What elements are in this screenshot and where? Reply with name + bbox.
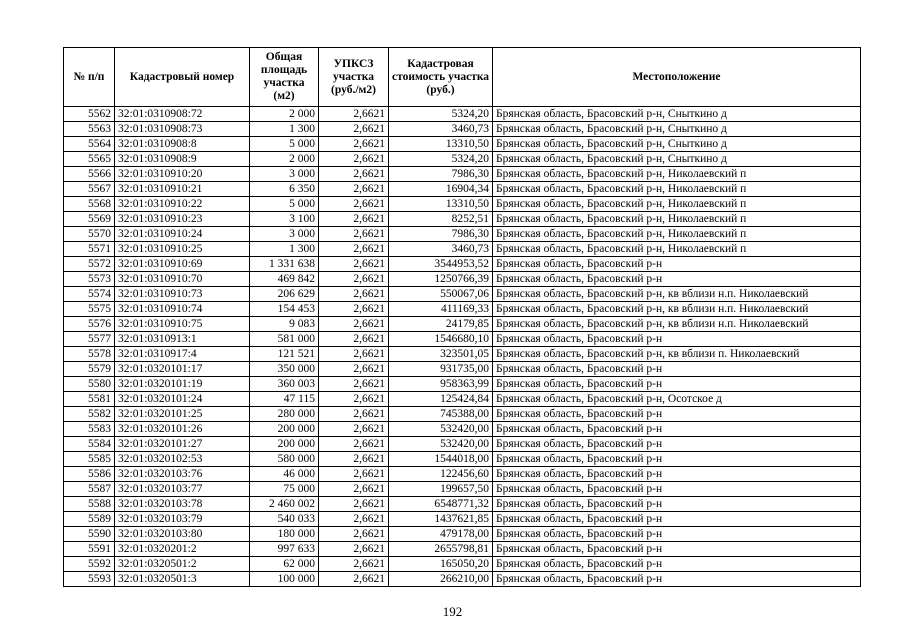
cell-num: 5571 (64, 242, 115, 257)
cell-cadastral-value: 2655798,81 (389, 542, 493, 557)
cell-area: 200 000 (250, 437, 319, 452)
cell-cadastral-number: 32:01:0310910:22 (115, 197, 250, 212)
cell-area: 121 521 (250, 347, 319, 362)
cell-cadastral-number: 32:01:0310910:69 (115, 257, 250, 272)
cell-cadastral-number: 32:01:0310910:73 (115, 287, 250, 302)
cell-num: 5581 (64, 392, 115, 407)
cell-cadastral-value: 532420,00 (389, 422, 493, 437)
cell-location: Брянская область, Брасовский р-н, Николаевский п (493, 242, 861, 257)
cell-location: Брянская область, Брасовский р-н, кв вблизи н.п. Николаевский (493, 302, 861, 317)
cell-cadastral-number: 32:01:0320101:25 (115, 407, 250, 422)
cell-location: Брянская область, Брасовский р-н, Николаевский п (493, 167, 861, 182)
cell-location: Брянская область, Брасовский р-н (493, 482, 861, 497)
cell-num: 5562 (64, 107, 115, 122)
cell-cadastral-value: 1250766,39 (389, 272, 493, 287)
table-row (64, 557, 861, 572)
header-upksz: УПКСЗ участка (руб./м2) (319, 48, 389, 107)
table-row (64, 497, 861, 512)
table-row (64, 212, 861, 227)
cell-upksz: 2,6621 (319, 272, 389, 287)
cell-num: 5593 (64, 572, 115, 587)
cell-cadastral-value: 122456,60 (389, 467, 493, 482)
cell-cadastral-value: 8252,51 (389, 212, 493, 227)
cell-cadastral-value: 7986,30 (389, 167, 493, 182)
cell-upksz: 2,6621 (319, 182, 389, 197)
cell-num: 5570 (64, 227, 115, 242)
table-row (64, 467, 861, 482)
cell-cadastral-number: 32:01:0310910:21 (115, 182, 250, 197)
cell-area: 46 000 (250, 467, 319, 482)
cell-area: 1 300 (250, 122, 319, 137)
cell-location: Брянская область, Брасовский р-н (493, 557, 861, 572)
cell-num: 5575 (64, 302, 115, 317)
table-row (64, 137, 861, 152)
cell-location: Брянская область, Брасовский р-н (493, 377, 861, 392)
cell-cadastral-value: 1546680,10 (389, 332, 493, 347)
cell-upksz: 2,6621 (319, 467, 389, 482)
cell-num: 5568 (64, 197, 115, 212)
table-row (64, 152, 861, 167)
cell-upksz: 2,6621 (319, 257, 389, 272)
cell-upksz: 2,6621 (319, 107, 389, 122)
table-row (64, 392, 861, 407)
cell-cadastral-value: 13310,50 (389, 137, 493, 152)
cell-cadastral-value: 1437621,85 (389, 512, 493, 527)
cell-upksz: 2,6621 (319, 557, 389, 572)
cell-location: Брянская область, Брасовский р-н (493, 332, 861, 347)
table-row (64, 482, 861, 497)
cell-num: 5582 (64, 407, 115, 422)
header-location: Местоположение (493, 48, 861, 107)
cell-cadastral-value: 266210,00 (389, 572, 493, 587)
cell-area: 2 460 002 (250, 497, 319, 512)
cell-cadastral-number: 32:01:0310913:1 (115, 332, 250, 347)
cell-upksz: 2,6621 (319, 452, 389, 467)
cell-num: 5586 (64, 467, 115, 482)
header-cadastral-number: Кадастровый номер (115, 48, 250, 107)
cell-location: Брянская область, Брасовский р-н (493, 257, 861, 272)
cell-upksz: 2,6621 (319, 212, 389, 227)
table-row (64, 407, 861, 422)
cell-cadastral-value: 16904,34 (389, 182, 493, 197)
cell-location: Брянская область, Брасовский р-н, кв вблизи н.п. Николаевский (493, 287, 861, 302)
table-row (64, 242, 861, 257)
cell-cadastral-number: 32:01:0310908:8 (115, 137, 250, 152)
cell-area: 997 633 (250, 542, 319, 557)
cell-upksz: 2,6621 (319, 197, 389, 212)
cell-area: 1 331 638 (250, 257, 319, 272)
table-row (64, 527, 861, 542)
cell-location: Брянская область, Брасовский р-н (493, 512, 861, 527)
cell-area: 6 350 (250, 182, 319, 197)
cell-area: 3 000 (250, 227, 319, 242)
cell-cadastral-value: 532420,00 (389, 437, 493, 452)
cell-cadastral-value: 3544953,52 (389, 257, 493, 272)
cell-cadastral-number: 32:01:0320501:3 (115, 572, 250, 587)
cell-area: 1 300 (250, 242, 319, 257)
cell-num: 5584 (64, 437, 115, 452)
cell-upksz: 2,6621 (319, 317, 389, 332)
cell-location: Брянская область, Брасовский р-н, Николаевский п (493, 212, 861, 227)
cell-cadastral-value: 6548771,32 (389, 497, 493, 512)
cell-upksz: 2,6621 (319, 152, 389, 167)
cell-cadastral-number: 32:01:0320101:19 (115, 377, 250, 392)
table-row (64, 317, 861, 332)
cell-cadastral-number: 32:01:0320103:80 (115, 527, 250, 542)
table-row (64, 182, 861, 197)
cell-area: 540 033 (250, 512, 319, 527)
cell-location: Брянская область, Брасовский р-н (493, 572, 861, 587)
cell-cadastral-number: 32:01:0310910:75 (115, 317, 250, 332)
cell-cadastral-number: 32:01:0310910:70 (115, 272, 250, 287)
cell-location: Брянская область, Брасовский р-н (493, 542, 861, 557)
cell-num: 5589 (64, 512, 115, 527)
cell-cadastral-value: 745388,00 (389, 407, 493, 422)
cell-cadastral-value: 165050,20 (389, 557, 493, 572)
cell-area: 581 000 (250, 332, 319, 347)
table-row (64, 257, 861, 272)
cell-cadastral-number: 32:01:0310908:72 (115, 107, 250, 122)
table-row (64, 437, 861, 452)
cell-cadastral-value: 125424,84 (389, 392, 493, 407)
cell-num: 5576 (64, 317, 115, 332)
cell-num: 5564 (64, 137, 115, 152)
cell-location: Брянская область, Брасовский р-н (493, 437, 861, 452)
cell-area: 580 000 (250, 452, 319, 467)
cell-cadastral-value: 199657,50 (389, 482, 493, 497)
cell-upksz: 2,6621 (319, 287, 389, 302)
header-cadastral-value: Кадастровая стоимость участка (руб.) (389, 48, 493, 107)
cell-cadastral-number: 32:01:0310917:4 (115, 347, 250, 362)
table-row (64, 167, 861, 182)
cell-area: 180 000 (250, 527, 319, 542)
cell-num: 5577 (64, 332, 115, 347)
header-area: Общая площадь участка (м2) (250, 48, 319, 107)
cell-cadastral-number: 32:01:0320101:17 (115, 362, 250, 377)
cell-num: 5580 (64, 377, 115, 392)
cell-location: Брянская область, Брасовский р-н, Николаевский п (493, 227, 861, 242)
cell-area: 2 000 (250, 107, 319, 122)
cell-num: 5573 (64, 272, 115, 287)
cell-area: 47 115 (250, 392, 319, 407)
cell-cadastral-number: 32:01:0310910:74 (115, 302, 250, 317)
cell-location: Брянская область, Брасовский р-н, Сныткино д (493, 107, 861, 122)
cell-location: Брянская область, Брасовский р-н, Николаевский п (493, 182, 861, 197)
table-row (64, 227, 861, 242)
cell-location: Брянская область, Брасовский р-н, Сныткино д (493, 122, 861, 137)
cell-cadastral-number: 32:01:0320101:24 (115, 392, 250, 407)
cell-cadastral-value: 5324,20 (389, 107, 493, 122)
cell-location: Брянская область, Брасовский р-н (493, 452, 861, 467)
cell-upksz: 2,6621 (319, 407, 389, 422)
cell-upksz: 2,6621 (319, 332, 389, 347)
table-row (64, 362, 861, 377)
table-row (64, 572, 861, 587)
cell-area: 280 000 (250, 407, 319, 422)
cell-location: Брянская область, Брасовский р-н, Осотское д (493, 392, 861, 407)
cell-area: 62 000 (250, 557, 319, 572)
cell-num: 5569 (64, 212, 115, 227)
cell-num: 5567 (64, 182, 115, 197)
cell-upksz: 2,6621 (319, 347, 389, 362)
table-row (64, 122, 861, 137)
cell-upksz: 2,6621 (319, 527, 389, 542)
cell-upksz: 2,6621 (319, 572, 389, 587)
cell-num: 5578 (64, 347, 115, 362)
table-row (64, 287, 861, 302)
cell-area: 360 003 (250, 377, 319, 392)
cell-cadastral-number: 32:01:0310908:9 (115, 152, 250, 167)
table-row (64, 332, 861, 347)
cell-upksz: 2,6621 (319, 482, 389, 497)
cell-location: Брянская область, Брасовский р-н, Сныткино д (493, 152, 861, 167)
cell-num: 5588 (64, 497, 115, 512)
table-row (64, 452, 861, 467)
cell-upksz: 2,6621 (319, 362, 389, 377)
cell-cadastral-number: 32:01:0320103:77 (115, 482, 250, 497)
cell-location: Брянская область, Брасовский р-н (493, 467, 861, 482)
table-header-row (64, 48, 861, 107)
cell-cadastral-number: 32:01:0310910:23 (115, 212, 250, 227)
cell-area: 206 629 (250, 287, 319, 302)
cell-cadastral-number: 32:01:0320101:26 (115, 422, 250, 437)
cell-num: 5585 (64, 452, 115, 467)
cell-upksz: 2,6621 (319, 137, 389, 152)
cell-upksz: 2,6621 (319, 242, 389, 257)
cell-upksz: 2,6621 (319, 392, 389, 407)
cell-location: Брянская область, Брасовский р-н, кв вблизи п. Николаевский (493, 347, 861, 362)
cell-num: 5574 (64, 287, 115, 302)
cell-area: 200 000 (250, 422, 319, 437)
cell-upksz: 2,6621 (319, 227, 389, 242)
cell-cadastral-number: 32:01:0320103:79 (115, 512, 250, 527)
cell-num: 5587 (64, 482, 115, 497)
cell-cadastral-value: 3460,73 (389, 242, 493, 257)
cell-num: 5572 (64, 257, 115, 272)
cell-num: 5591 (64, 542, 115, 557)
cell-area: 75 000 (250, 482, 319, 497)
cell-area: 9 083 (250, 317, 319, 332)
cell-upksz: 2,6621 (319, 167, 389, 182)
table-row (64, 377, 861, 392)
cell-num: 5592 (64, 557, 115, 572)
cell-area: 5 000 (250, 137, 319, 152)
cell-cadastral-value: 24179,85 (389, 317, 493, 332)
cell-location: Брянская область, Брасовский р-н, Николаевский п (493, 197, 861, 212)
cell-area: 2 000 (250, 152, 319, 167)
table-row (64, 512, 861, 527)
cell-area: 154 453 (250, 302, 319, 317)
cell-area: 3 000 (250, 167, 319, 182)
cell-upksz: 2,6621 (319, 542, 389, 557)
cell-upksz: 2,6621 (319, 497, 389, 512)
cell-upksz: 2,6621 (319, 122, 389, 137)
cell-cadastral-value: 13310,50 (389, 197, 493, 212)
cell-location: Брянская область, Брасовский р-н, Сныткино д (493, 137, 861, 152)
cell-area: 350 000 (250, 362, 319, 377)
cell-cadastral-number: 32:01:0320103:78 (115, 497, 250, 512)
cell-cadastral-value: 411169,33 (389, 302, 493, 317)
cell-upksz: 2,6621 (319, 302, 389, 317)
table-row (64, 347, 861, 362)
table-row (64, 302, 861, 317)
table-row (64, 422, 861, 437)
table-row (64, 542, 861, 557)
cell-num: 5583 (64, 422, 115, 437)
cell-cadastral-value: 931735,00 (389, 362, 493, 377)
cell-location: Брянская область, Брасовский р-н (493, 407, 861, 422)
cell-upksz: 2,6621 (319, 422, 389, 437)
cell-cadastral-value: 479178,00 (389, 527, 493, 542)
cell-cadastral-number: 32:01:0320101:27 (115, 437, 250, 452)
cell-cadastral-number: 32:01:0310910:25 (115, 242, 250, 257)
cell-area: 469 842 (250, 272, 319, 287)
cell-num: 5590 (64, 527, 115, 542)
cell-num: 5566 (64, 167, 115, 182)
cell-area: 3 100 (250, 212, 319, 227)
cell-cadastral-number: 32:01:0320103:76 (115, 467, 250, 482)
cell-cadastral-value: 550067,06 (389, 287, 493, 302)
cell-cadastral-value: 1544018,00 (389, 452, 493, 467)
table-row (64, 107, 861, 122)
cell-area: 5 000 (250, 197, 319, 212)
cell-location: Брянская область, Брасовский р-н, кв вблизи н.п. Николаевский (493, 317, 861, 332)
cell-location: Брянская область, Брасовский р-н (493, 272, 861, 287)
cell-cadastral-number: 32:01:0320102:53 (115, 452, 250, 467)
cell-cadastral-value: 958363,99 (389, 377, 493, 392)
cell-location: Брянская область, Брасовский р-н (493, 527, 861, 542)
table-row (64, 272, 861, 287)
cell-num: 5579 (64, 362, 115, 377)
cell-upksz: 2,6621 (319, 437, 389, 452)
cell-num: 5565 (64, 152, 115, 167)
cell-location: Брянская область, Брасовский р-н (493, 497, 861, 512)
cell-area: 100 000 (250, 572, 319, 587)
cell-cadastral-number: 32:01:0320501:2 (115, 557, 250, 572)
cell-cadastral-value: 3460,73 (389, 122, 493, 137)
cell-cadastral-number: 32:01:0310908:73 (115, 122, 250, 137)
cell-upksz: 2,6621 (319, 377, 389, 392)
header-num: № п/п (64, 48, 115, 107)
cell-upksz: 2,6621 (319, 512, 389, 527)
cell-cadastral-value: 323501,05 (389, 347, 493, 362)
cell-location: Брянская область, Брасовский р-н (493, 422, 861, 437)
cell-num: 5563 (64, 122, 115, 137)
cell-cadastral-number: 32:01:0320201:2 (115, 542, 250, 557)
table-row (64, 197, 861, 212)
cell-cadastral-value: 7986,30 (389, 227, 493, 242)
cell-location: Брянская область, Брасовский р-н (493, 362, 861, 377)
cell-cadastral-number: 32:01:0310910:24 (115, 227, 250, 242)
cell-cadastral-value: 5324,20 (389, 152, 493, 167)
cadastral-table (63, 47, 861, 587)
cell-cadastral-number: 32:01:0310910:20 (115, 167, 250, 182)
page-number: 192 (442, 604, 463, 619)
